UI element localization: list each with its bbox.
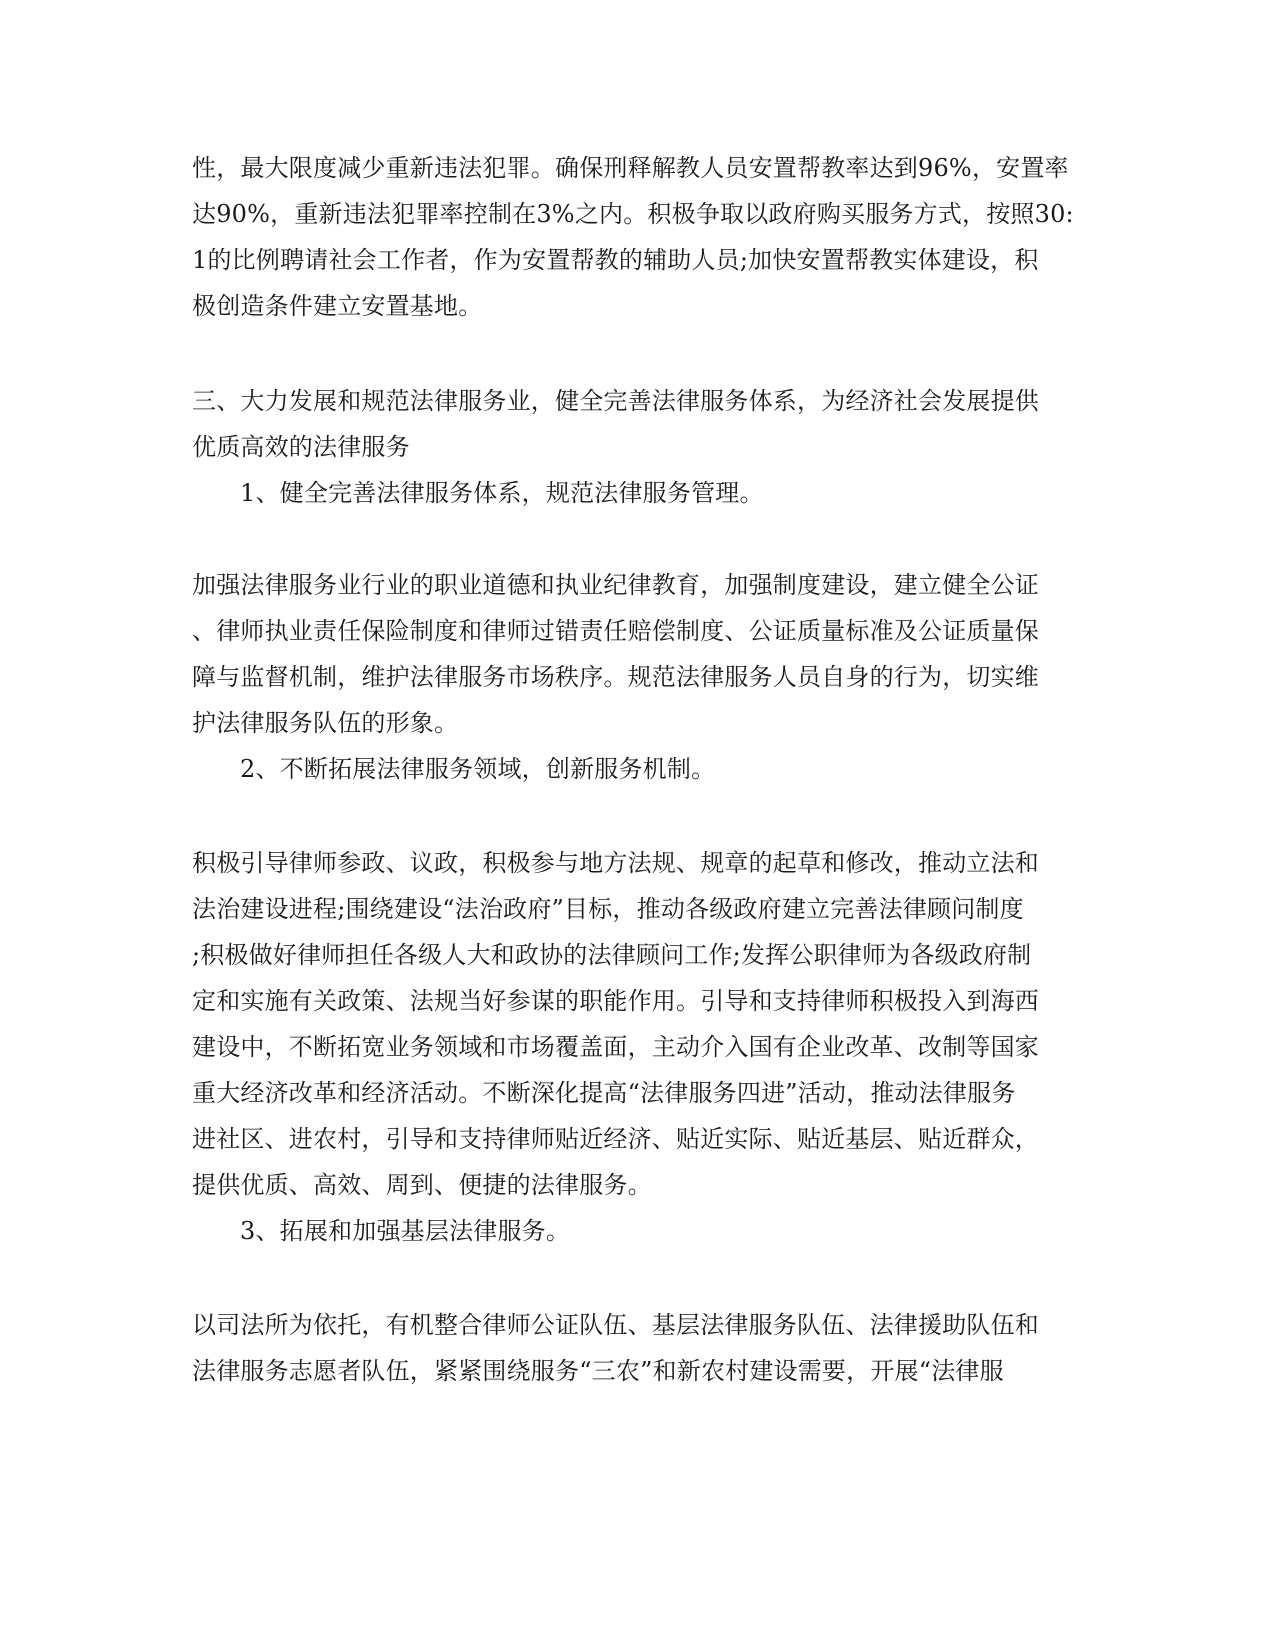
paragraph-3-line-5: 建设中，不断拓宽业务领域和市场覆盖面，主动介入国有企业改革、改制等国家 bbox=[192, 1033, 1039, 1061]
paragraph-2-line-2: 、律师执业责任保险制度和律师过错责任赔偿制度、公证质量标准及公证质量保 bbox=[192, 617, 1039, 645]
paragraph-4-line-2: 法律服务志愿者队伍，紧紧围绕服务“三农”和新农村建设需要，开展“法律服 bbox=[192, 1357, 1004, 1385]
paragraph-3-line-1: 积极引导律师参政、议政，积极参与地方法规、规章的起草和修改，推动立法和 bbox=[192, 849, 1039, 877]
subheading-1: 1、健全完善法律服务体系，规范法律服务管理。 bbox=[240, 479, 764, 507]
section-heading-line-1: 三、大力发展和规范法律服务业，健全完善法律服务体系，为经济社会发展提供 bbox=[192, 387, 1039, 415]
paragraph-3-line-6: 重大经济改革和经济活动。不断深化提高“法律服务四进”活动，推动法律服务 bbox=[192, 1079, 1016, 1107]
paragraph-2-line-4: 护法律服务队伍的形象。 bbox=[192, 709, 459, 737]
paragraph-2-line-1: 加强法律服务业行业的职业道德和执业纪律教育，加强制度建设，建立健全公证 bbox=[192, 571, 1039, 599]
paragraph-1-line-1: 性，最大限度减少重新违法犯罪。确保刑释解教人员安置帮教率达到96%，安置率 bbox=[192, 154, 1069, 182]
paragraph-2-line-3: 障与监督机制，维护法律服务市场秩序。规范法律服务人员自身的行为，切实维 bbox=[192, 663, 1039, 691]
paragraph-1-line-4: 极创造条件建立安置基地。 bbox=[192, 292, 483, 320]
subheading-3: 3、拓展和加强基层法律服务。 bbox=[240, 1217, 571, 1245]
section-heading-line-2: 优质高效的法律服务 bbox=[192, 433, 410, 461]
paragraph-4-line-1: 以司法所为依托，有机整合律师公证队伍、基层法律服务队伍、法律援助队伍和 bbox=[192, 1311, 1039, 1339]
paragraph-3-line-8: 提供优质、高效、周到、便捷的法律服务。 bbox=[192, 1171, 652, 1199]
paragraph-3-line-7: 进社区、进农村，引导和支持律师贴近经济、贴近实际、贴近基层、贴近群众， bbox=[192, 1125, 1039, 1153]
subheading-2: 2、不断拓展法律服务领域，创新服务机制。 bbox=[240, 755, 716, 783]
paragraph-1-line-2: 达90%，重新违法犯罪率控制在3%之内。积极争取以政府购买服务方式，按照30: bbox=[192, 200, 1074, 228]
paragraph-3-line-2: 法治建设进程;围绕建设“法治政府”目标，推动各级政府建立完善法律顾问制度 bbox=[192, 895, 1024, 923]
paragraph-1-line-3: 1的比例聘请社会工作者，作为安置帮教的辅助人员;加快安置帮教实体建设，积 bbox=[192, 246, 1039, 274]
paragraph-3-line-4: 定和实施有关政策、法规当好参谋的职能作用。引导和支持律师积极投入到海西 bbox=[192, 987, 1039, 1015]
paragraph-3-line-3: ;积极做好律师担任各级人大和政协的法律顾问工作;发挥公职律师为各级政府制 bbox=[192, 941, 1032, 969]
